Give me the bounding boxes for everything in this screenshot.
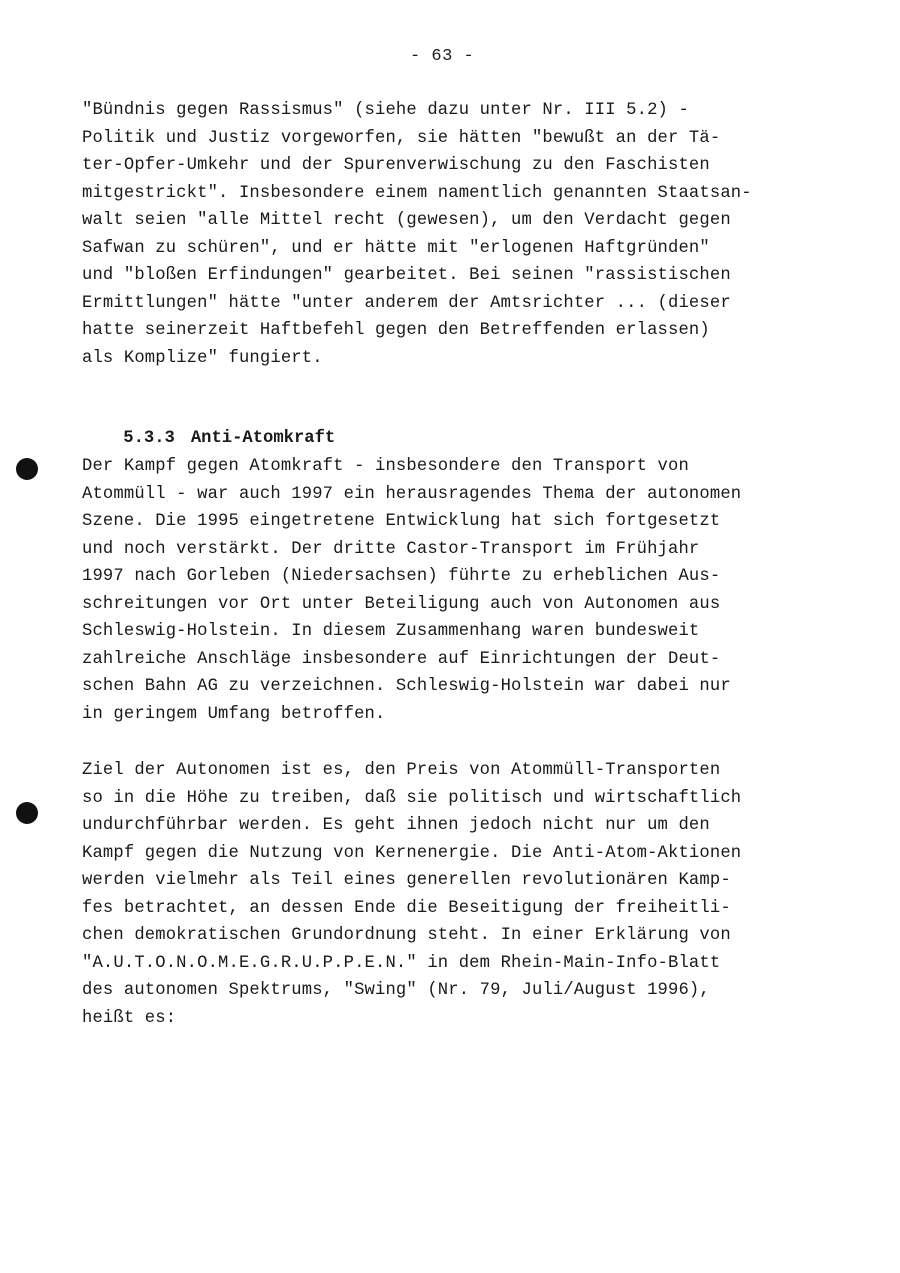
margin-dot-marker xyxy=(16,458,38,480)
paragraph-2 xyxy=(82,453,787,728)
paragraph-line: chen demokratischen Grundordnung steht. In einer Erklärung von xyxy=(82,926,731,945)
paragraph-line: mitgestrickt". Insbesondere einem namentlich genannten Staatsan- xyxy=(82,183,752,203)
paragraph-line: "A.U.T.O.N.O.M.E.G.R.U.P.P.E.N." in dem Rhein-Main-Info-Blatt xyxy=(82,953,721,973)
paragraph-line: Der Kampf gegen Atomkraft - insbesondere den Transport von xyxy=(82,457,689,476)
paragraph-line: als Komplize" fungiert. xyxy=(82,348,323,368)
page-number: - 63 - xyxy=(410,47,475,66)
paragraph-line: des autonomen Spektrums, "Swing" (Nr. 79, Juli/August 1996), xyxy=(82,981,710,1000)
paragraph-line: so in die Höhe zu treiben, daß sie politisch und wirtschaftlich xyxy=(82,788,742,808)
paragraph-line: heißt es: xyxy=(82,1008,177,1028)
paragraph-line: undurchführbar werden. Es geht ihnen jedoch nicht nur um den xyxy=(82,816,710,835)
paragraph-line: Safwan zu schüren", und er hätte mit "erlogenen Haftgründen" xyxy=(82,238,710,258)
paragraph-line: und "bloßen Erfindungen" gearbeitet. Bei seinen "rassistischen xyxy=(82,266,731,285)
paragraph-line: hatte seinerzeit Haftbefehl gegen den Betreffenden erlassen) xyxy=(82,321,710,340)
margin-dot-marker xyxy=(16,802,38,824)
paragraph-1 xyxy=(82,97,782,372)
section-title: Anti-Atomkraft xyxy=(190,429,336,448)
paragraph-line: Politik und Justiz vorgeworfen, sie hätten "bewußt an der Tä- xyxy=(82,128,721,148)
paragraph-line: Ziel der Autonomen ist es, den Preis von Atommüll-Transporten xyxy=(82,761,721,780)
paragraph-line: Schleswig-Holstein. In diesem Zusammenhang waren bundesweit xyxy=(82,622,700,641)
paragraph-line: fes betrachtet, an dessen Ende die Beseitigung der freiheitli- xyxy=(82,898,731,918)
paragraph-line: walt seien "alle Mittel recht (gewesen), um den Verdacht gegen xyxy=(82,211,731,230)
paragraph-line: Atommüll - war auch 1997 ein herausragendes Thema der autonomen xyxy=(82,484,742,504)
paragraph-line: Ermittlungen" hätte "unter anderem der Amtsrichter ... (dieser xyxy=(82,293,731,313)
paragraph-line: 1997 nach Gorleben (Niedersachsen) führte zu erheblichen Aus- xyxy=(82,567,721,586)
paragraph-line: schreitungen vor Ort unter Beteiligung auch von Autonomen aus xyxy=(82,594,721,614)
paragraph-line: in geringem Umfang betroffen. xyxy=(82,704,386,724)
paragraph-line: und noch verstärkt. Der dritte Castor-Transport im Frühjahr xyxy=(82,539,700,559)
paragraph-line: Kampf gegen die Nutzung von Kernenergie. Die Anti-Atom-Aktionen xyxy=(82,843,742,863)
paragraph-line: ter-Opfer-Umkehr und der Spurenverwischung zu den Faschisten xyxy=(82,156,710,175)
paragraph-3 xyxy=(82,757,787,1032)
section-number: 5.3.3 xyxy=(123,429,175,448)
paragraph-line: schen Bahn AG zu verzeichnen. Schleswig-Holstein war dabei nur xyxy=(82,677,731,696)
paragraph-line: "Bündnis gegen Rassismus" (siehe dazu unter Nr. III 5.2) - xyxy=(82,101,689,120)
paragraph-line: Szene. Die 1995 eingetretene Entwicklung hat sich fortgesetzt xyxy=(82,512,721,531)
paragraph-line: werden vielmehr als Teil eines generellen revolutionären Kamp- xyxy=(82,871,731,890)
paragraph-line: zahlreiche Anschläge insbesondere auf Einrichtungen der Deut- xyxy=(82,649,721,669)
